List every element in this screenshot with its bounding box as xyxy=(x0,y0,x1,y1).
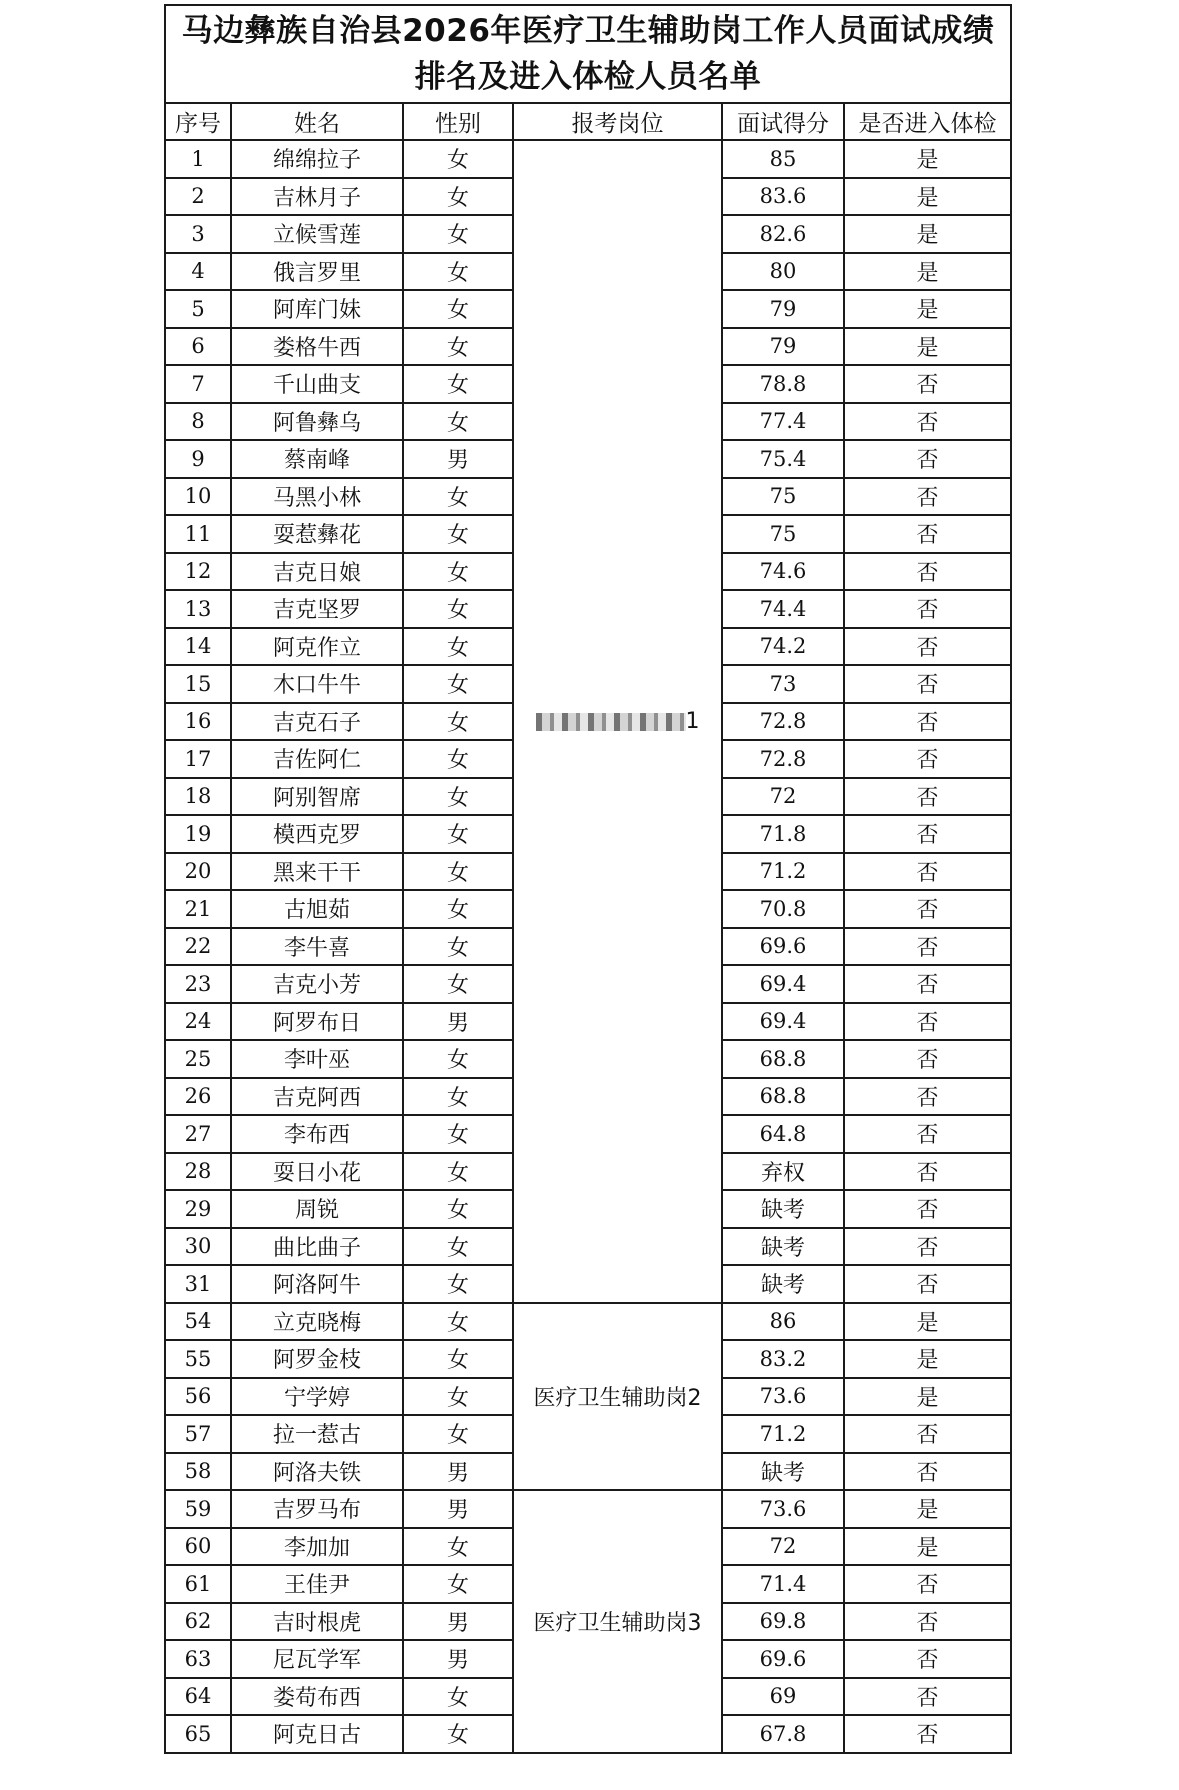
gender-cell: 女 xyxy=(403,553,513,591)
score-cell: 75.4 xyxy=(722,440,844,478)
score-cell: 69.4 xyxy=(722,965,844,1003)
row-index-cell: 11 xyxy=(165,515,231,553)
name-cell: 千山曲支 xyxy=(231,365,403,403)
score-cell: 79 xyxy=(722,290,844,328)
row-index-cell: 56 xyxy=(165,1378,231,1416)
name-cell: 立克晓梅 xyxy=(231,1303,403,1341)
score-cell: 弃权 xyxy=(722,1153,844,1191)
row-index-cell: 24 xyxy=(165,1003,231,1041)
row-index-cell: 20 xyxy=(165,853,231,891)
gender-cell: 男 xyxy=(403,440,513,478)
gender-cell: 女 xyxy=(403,253,513,291)
row-index-cell: 15 xyxy=(165,665,231,703)
header-row xyxy=(165,103,1011,140)
row-index-cell: 64 xyxy=(165,1678,231,1716)
physical-exam-cell: 是 xyxy=(844,290,1011,328)
name-cell: 吉罗马布 xyxy=(231,1490,403,1528)
physical-exam-cell: 否 xyxy=(844,365,1011,403)
score-cell: 71.2 xyxy=(722,853,844,891)
score-cell: 64.8 xyxy=(722,1115,844,1153)
score-cell: 73 xyxy=(722,665,844,703)
row-index-cell: 60 xyxy=(165,1528,231,1566)
score-cell: 78.8 xyxy=(722,365,844,403)
redacted-text xyxy=(536,713,686,731)
row-index-cell: 17 xyxy=(165,740,231,778)
gender-cell: 女 xyxy=(403,328,513,366)
row-index-cell: 28 xyxy=(165,1153,231,1191)
physical-exam-cell: 否 xyxy=(844,1453,1011,1491)
score-cell: 67.8 xyxy=(722,1715,844,1753)
score-cell: 68.8 xyxy=(722,1040,844,1078)
name-cell: 李牛喜 xyxy=(231,928,403,966)
physical-exam-cell: 否 xyxy=(844,515,1011,553)
score-cell: 缺考 xyxy=(722,1190,844,1228)
score-cell: 83.6 xyxy=(722,178,844,216)
gender-cell: 女 xyxy=(403,178,513,216)
name-cell: 李叶巫 xyxy=(231,1040,403,1078)
name-cell: 阿罗布日 xyxy=(231,1003,403,1041)
name-cell: 阿克日古 xyxy=(231,1715,403,1753)
physical-exam-cell: 否 xyxy=(844,1678,1011,1716)
name-cell: 阿洛夫铁 xyxy=(231,1453,403,1491)
row-index-cell: 61 xyxy=(165,1565,231,1603)
score-cell: 69.6 xyxy=(722,1640,844,1678)
gender-cell: 女 xyxy=(403,1228,513,1266)
row-index-cell: 54 xyxy=(165,1303,231,1341)
row-index-cell: 19 xyxy=(165,815,231,853)
row-index-cell: 6 xyxy=(165,328,231,366)
gender-cell: 女 xyxy=(403,515,513,553)
name-cell: 古旭茹 xyxy=(231,890,403,928)
name-cell: 宁学婷 xyxy=(231,1378,403,1416)
name-cell: 周锐 xyxy=(231,1190,403,1228)
score-cell: 缺考 xyxy=(722,1453,844,1491)
physical-exam-cell: 否 xyxy=(844,815,1011,853)
header-index: 序号 xyxy=(165,103,231,140)
physical-exam-cell: 否 xyxy=(844,628,1011,666)
name-cell: 李布西 xyxy=(231,1115,403,1153)
physical-exam-cell: 是 xyxy=(844,328,1011,366)
gender-cell: 女 xyxy=(403,1303,513,1341)
row-index-cell: 4 xyxy=(165,253,231,291)
score-cell: 80 xyxy=(722,253,844,291)
physical-exam-cell: 是 xyxy=(844,253,1011,291)
name-cell: 耍日小花 xyxy=(231,1153,403,1191)
gender-cell: 女 xyxy=(403,890,513,928)
score-cell: 69 xyxy=(722,1678,844,1716)
row-index-cell: 22 xyxy=(165,928,231,966)
physical-exam-cell: 否 xyxy=(844,853,1011,891)
gender-cell: 女 xyxy=(403,1115,513,1153)
score-cell: 74.4 xyxy=(722,590,844,628)
score-cell: 72.8 xyxy=(722,703,844,741)
position-label: 1 xyxy=(685,708,700,734)
physical-exam-cell: 否 xyxy=(844,890,1011,928)
table-row xyxy=(165,140,1011,178)
row-index-cell: 8 xyxy=(165,403,231,441)
score-cell: 69.6 xyxy=(722,928,844,966)
score-cell: 83.2 xyxy=(722,1340,844,1378)
table-row xyxy=(165,1490,1011,1528)
score-cell: 82.6 xyxy=(722,215,844,253)
header-gender: 性别 xyxy=(403,103,513,140)
physical-exam-cell: 否 xyxy=(844,740,1011,778)
physical-exam-cell: 否 xyxy=(844,1040,1011,1078)
row-index-cell: 65 xyxy=(165,1715,231,1753)
gender-cell: 女 xyxy=(403,928,513,966)
name-cell: 阿别智席 xyxy=(231,778,403,816)
name-cell: 立候雪莲 xyxy=(231,215,403,253)
results-sheet xyxy=(164,4,1010,1754)
name-cell: 阿库门妹 xyxy=(231,290,403,328)
header-position: 报考岗位 xyxy=(513,103,722,140)
physical-exam-cell: 否 xyxy=(844,553,1011,591)
score-cell: 73.6 xyxy=(722,1490,844,1528)
physical-exam-cell: 是 xyxy=(844,215,1011,253)
physical-exam-cell: 否 xyxy=(844,1415,1011,1453)
physical-exam-cell: 否 xyxy=(844,440,1011,478)
gender-cell: 女 xyxy=(403,1190,513,1228)
gender-cell: 女 xyxy=(403,740,513,778)
row-index-cell: 62 xyxy=(165,1603,231,1641)
score-cell: 71.8 xyxy=(722,815,844,853)
score-cell: 缺考 xyxy=(722,1228,844,1266)
score-cell: 72 xyxy=(722,1528,844,1566)
gender-cell: 女 xyxy=(403,1678,513,1716)
row-index-cell: 55 xyxy=(165,1340,231,1378)
name-cell: 尼瓦学军 xyxy=(231,1640,403,1678)
position-cell xyxy=(513,140,722,1303)
gender-cell: 女 xyxy=(403,1340,513,1378)
name-cell: 吉克日娘 xyxy=(231,553,403,591)
gender-cell: 女 xyxy=(403,1415,513,1453)
header-name: 姓名 xyxy=(231,103,403,140)
gender-cell: 男 xyxy=(403,1490,513,1528)
gender-cell: 女 xyxy=(403,965,513,1003)
physical-exam-cell: 否 xyxy=(844,1265,1011,1303)
row-index-cell: 63 xyxy=(165,1640,231,1678)
score-cell: 72.8 xyxy=(722,740,844,778)
name-cell: 拉一惹古 xyxy=(231,1415,403,1453)
gender-cell: 女 xyxy=(403,290,513,328)
gender-cell: 女 xyxy=(403,1715,513,1753)
name-cell: 阿克作立 xyxy=(231,628,403,666)
physical-exam-cell: 否 xyxy=(844,1078,1011,1116)
gender-cell: 女 xyxy=(403,140,513,178)
physical-exam-cell: 否 xyxy=(844,1153,1011,1191)
gender-cell: 女 xyxy=(403,1378,513,1416)
document-title: 马边彝族自治县2026年医疗卫生辅助岗工作人员面试成绩排名及进入体检人员名单 xyxy=(165,5,1011,103)
name-cell: 阿罗金枝 xyxy=(231,1340,403,1378)
physical-exam-cell: 是 xyxy=(844,1303,1011,1341)
row-index-cell: 2 xyxy=(165,178,231,216)
gender-cell: 女 xyxy=(403,365,513,403)
physical-exam-cell: 否 xyxy=(844,703,1011,741)
results-table xyxy=(164,4,1012,1754)
score-cell: 70.8 xyxy=(722,890,844,928)
score-cell: 68.8 xyxy=(722,1078,844,1116)
gender-cell: 女 xyxy=(403,853,513,891)
gender-cell: 女 xyxy=(403,1078,513,1116)
row-index-cell: 7 xyxy=(165,365,231,403)
score-cell: 77.4 xyxy=(722,403,844,441)
physical-exam-cell: 否 xyxy=(844,1603,1011,1641)
gender-cell: 女 xyxy=(403,1153,513,1191)
gender-cell: 女 xyxy=(403,403,513,441)
gender-cell: 女 xyxy=(403,1040,513,1078)
physical-exam-cell: 否 xyxy=(844,1565,1011,1603)
name-cell: 娄格牛西 xyxy=(231,328,403,366)
physical-exam-cell: 否 xyxy=(844,478,1011,516)
name-cell: 吉时根虎 xyxy=(231,1603,403,1641)
physical-exam-cell: 否 xyxy=(844,1640,1011,1678)
row-index-cell: 18 xyxy=(165,778,231,816)
physical-exam-cell: 是 xyxy=(844,1340,1011,1378)
physical-exam-cell: 是 xyxy=(844,1378,1011,1416)
score-cell: 79 xyxy=(722,328,844,366)
row-index-cell: 31 xyxy=(165,1265,231,1303)
name-cell: 黑来干干 xyxy=(231,853,403,891)
row-index-cell: 1 xyxy=(165,140,231,178)
name-cell: 俄言罗里 xyxy=(231,253,403,291)
row-index-cell: 9 xyxy=(165,440,231,478)
score-cell: 74.6 xyxy=(722,553,844,591)
row-index-cell: 27 xyxy=(165,1115,231,1153)
gender-cell: 男 xyxy=(403,1603,513,1641)
physical-exam-cell: 是 xyxy=(844,1528,1011,1566)
gender-cell: 女 xyxy=(403,628,513,666)
row-index-cell: 58 xyxy=(165,1453,231,1491)
row-index-cell: 3 xyxy=(165,215,231,253)
name-cell: 阿洛阿牛 xyxy=(231,1265,403,1303)
physical-exam-cell: 否 xyxy=(844,1115,1011,1153)
physical-exam-cell: 否 xyxy=(844,403,1011,441)
header-physical-exam: 是否进入体检 xyxy=(844,103,1011,140)
position-cell xyxy=(513,1490,722,1753)
name-cell: 曲比曲子 xyxy=(231,1228,403,1266)
position-cell xyxy=(513,1303,722,1491)
name-cell: 吉克石子 xyxy=(231,703,403,741)
row-index-cell: 30 xyxy=(165,1228,231,1266)
name-cell: 吉克坚罗 xyxy=(231,590,403,628)
table-row xyxy=(165,1303,1011,1341)
gender-cell: 男 xyxy=(403,1003,513,1041)
gender-cell: 女 xyxy=(403,478,513,516)
gender-cell: 女 xyxy=(403,703,513,741)
physical-exam-cell: 否 xyxy=(844,1715,1011,1753)
gender-cell: 男 xyxy=(403,1453,513,1491)
row-index-cell: 5 xyxy=(165,290,231,328)
gender-cell: 女 xyxy=(403,215,513,253)
row-index-cell: 16 xyxy=(165,703,231,741)
gender-cell: 女 xyxy=(403,1528,513,1566)
name-cell: 吉林月子 xyxy=(231,178,403,216)
name-cell: 王佳尹 xyxy=(231,1565,403,1603)
score-cell: 69.8 xyxy=(722,1603,844,1641)
gender-cell: 女 xyxy=(403,1265,513,1303)
gender-cell: 女 xyxy=(403,590,513,628)
name-cell: 吉佐阿仁 xyxy=(231,740,403,778)
physical-exam-cell: 否 xyxy=(844,590,1011,628)
gender-cell: 男 xyxy=(403,1640,513,1678)
physical-exam-cell: 否 xyxy=(844,778,1011,816)
name-cell: 马黑小林 xyxy=(231,478,403,516)
physical-exam-cell: 否 xyxy=(844,1228,1011,1266)
physical-exam-cell: 是 xyxy=(844,140,1011,178)
gender-cell: 女 xyxy=(403,815,513,853)
header-score: 面试得分 xyxy=(722,103,844,140)
physical-exam-cell: 否 xyxy=(844,665,1011,703)
name-cell: 吉克阿西 xyxy=(231,1078,403,1116)
name-cell: 李加加 xyxy=(231,1528,403,1566)
row-index-cell: 29 xyxy=(165,1190,231,1228)
row-index-cell: 10 xyxy=(165,478,231,516)
physical-exam-cell: 否 xyxy=(844,1003,1011,1041)
row-index-cell: 12 xyxy=(165,553,231,591)
score-cell: 73.6 xyxy=(722,1378,844,1416)
gender-cell: 女 xyxy=(403,1565,513,1603)
physical-exam-cell: 否 xyxy=(844,1190,1011,1228)
score-cell: 72 xyxy=(722,778,844,816)
gender-cell: 女 xyxy=(403,665,513,703)
position-label: 医疗卫生辅助岗3 xyxy=(533,1610,702,1636)
physical-exam-cell: 否 xyxy=(844,928,1011,966)
score-cell: 缺考 xyxy=(722,1265,844,1303)
gender-cell: 女 xyxy=(403,778,513,816)
row-index-cell: 59 xyxy=(165,1490,231,1528)
score-cell: 75 xyxy=(722,515,844,553)
score-cell: 74.2 xyxy=(722,628,844,666)
row-index-cell: 14 xyxy=(165,628,231,666)
physical-exam-cell: 是 xyxy=(844,178,1011,216)
score-cell: 86 xyxy=(722,1303,844,1341)
physical-exam-cell: 否 xyxy=(844,965,1011,1003)
score-cell: 75 xyxy=(722,478,844,516)
table-body xyxy=(165,140,1011,1753)
physical-exam-cell: 是 xyxy=(844,1490,1011,1528)
score-cell: 71.4 xyxy=(722,1565,844,1603)
row-index-cell: 26 xyxy=(165,1078,231,1116)
name-cell: 木口牛牛 xyxy=(231,665,403,703)
name-cell: 蔡南峰 xyxy=(231,440,403,478)
name-cell: 娄苟布西 xyxy=(231,1678,403,1716)
name-cell: 耍惹彝花 xyxy=(231,515,403,553)
row-index-cell: 21 xyxy=(165,890,231,928)
score-cell: 85 xyxy=(722,140,844,178)
name-cell: 阿鲁彝乌 xyxy=(231,403,403,441)
row-index-cell: 23 xyxy=(165,965,231,1003)
name-cell: 模西克罗 xyxy=(231,815,403,853)
row-index-cell: 13 xyxy=(165,590,231,628)
position-label: 医疗卫生辅助岗2 xyxy=(533,1385,702,1411)
row-index-cell: 57 xyxy=(165,1415,231,1453)
name-cell: 绵绵拉子 xyxy=(231,140,403,178)
name-cell: 吉克小芳 xyxy=(231,965,403,1003)
score-cell: 69.4 xyxy=(722,1003,844,1041)
score-cell: 71.2 xyxy=(722,1415,844,1453)
row-index-cell: 25 xyxy=(165,1040,231,1078)
